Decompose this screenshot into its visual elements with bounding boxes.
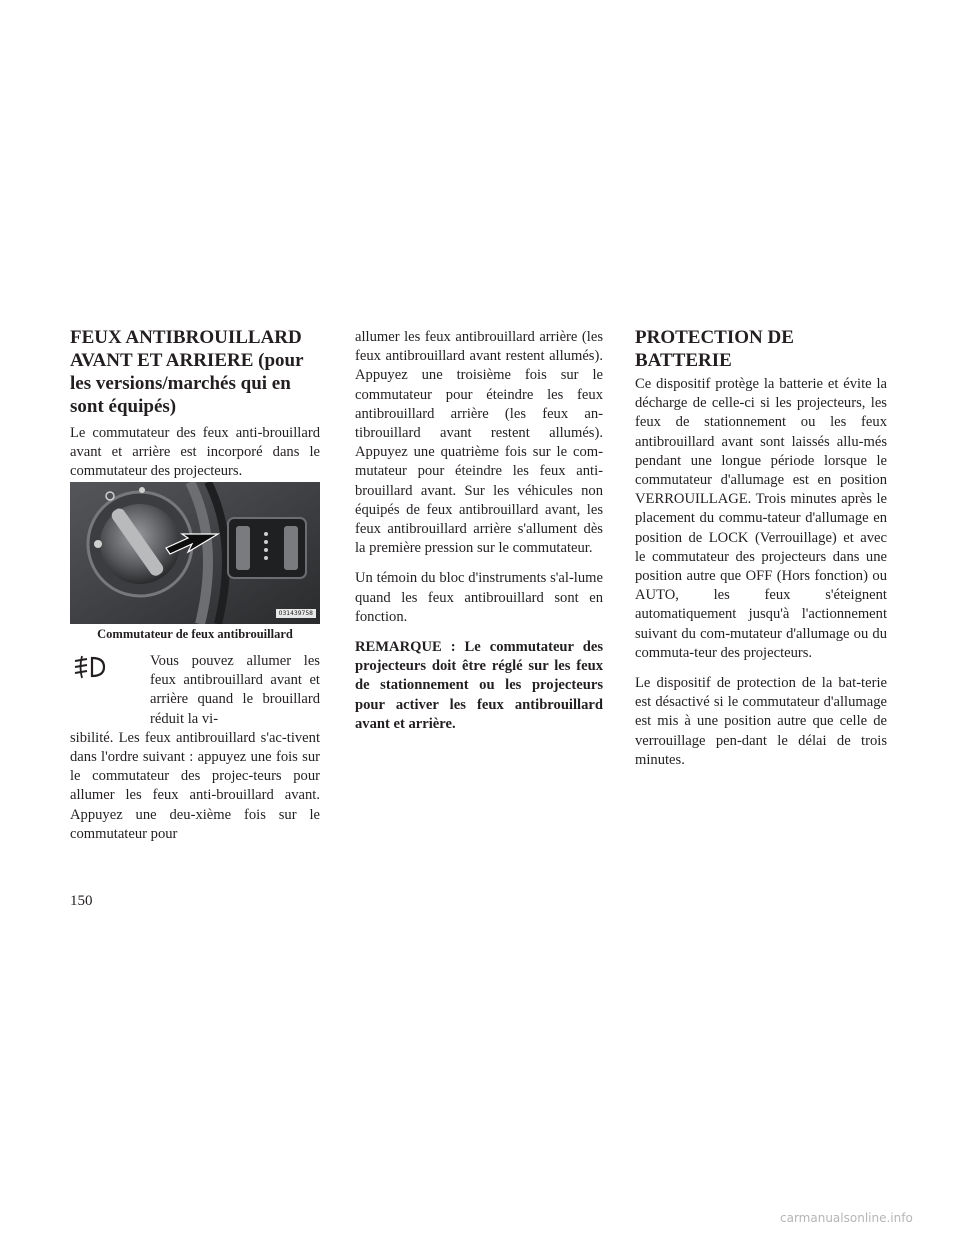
headlamp-switch-illustration (70, 482, 320, 624)
middle-column (355, 328, 603, 734)
watermark: carmanualsonline.info (780, 1211, 913, 1225)
page-number: 150 (70, 893, 93, 909)
figure-code: 031439758 (276, 609, 316, 618)
fog-intro-text: Le commutateur des feux anti-brouillard avant et arrière est incorporé dans le commutateur des projecteurs. (70, 425, 320, 480)
fog-usage-lead: Vous pouvez allumer les feux antibrouillard avant et arrière quand le brouillard réduit la vi- (150, 653, 320, 727)
fog-intro-paragraph (70, 424, 320, 482)
headlamp-switch-photo (70, 482, 320, 624)
fog-note: REMARQUE : Le commutateur des projecteurs doit être réglé sur les feux de stationnement ou les projecteurs pour activer les feux antibrouillard avant et arrière. (355, 639, 603, 732)
figure-caption: Commutateur de feux antibrouillard (97, 627, 293, 641)
battery-protection-disable-paragraph: Le dispositif de protection de la bat-terie est désactivé si le commutateur d'allumage est mis à une position autre que celle de verrouillage pen-dant le délai de trois minutes. (635, 675, 887, 768)
fog-indicator-paragraph: Un témoin du bloc d'instruments s'al-lume quand les feux antibrouillard sont en fonction. (355, 570, 603, 625)
section-heading-fog-lights: FEUX ANTIBROUILLARD AVANT ET ARRIERE (pour les versions/marchés qui en sont équipés) (70, 327, 304, 417)
section-heading-battery-protection: PROTECTION DE BATTERIE (635, 327, 794, 371)
fog-usage-rest: sibilité. Les feux antibrouillard s'ac-tivent dans l'ordre suivant : appuyez une fois sur le commutateur des projec-teurs pour allumer les feux anti-brouillard avant. Appuyez une deu-xième fois sur le commutateur pour (70, 729, 320, 842)
fog-usage-paragraph (70, 652, 320, 844)
right-column (635, 375, 887, 770)
fog-sequence-paragraph: allumer les feux antibrouillard arrière (les feux antibrouillard avant restent allumés). Appuyez une troisième fois sur le commutateur pour éteindre les feux antibrouillard arrière (les feux an-tibrouillard avant restent allumés). Appuyez une quatrième fois sur le com-mutateur pour éteindre les feux anti-brouillard avant. Sur les véhicules non équipés de feux antibrouillard avant, les feux antibrouillard arrière s'allument dès la première pression sur le commutateur. (355, 329, 603, 557)
battery-protection-paragraph: Ce dispositif protège la batterie et évite la décharge de celle-ci si les projecteurs, les feux de stationnement ou les feux antibrouillard avant sont laissés allu-més pendant une longue période lorsque le commutateur d'allumage est en position VERROUILLAGE. Trois minutes après le placement du commu-tateur d'allumage en position de LOCK (Verrouillage) et avec le commutateur des projecteurs dans une position autre que OFF (Hors fonction) ou AUTO, les feux s'éteignent automatiquement jusqu'à l'actionnement suivant du com-mutateur d'allumage ou du commuta-teur des projecteurs. (635, 376, 887, 661)
